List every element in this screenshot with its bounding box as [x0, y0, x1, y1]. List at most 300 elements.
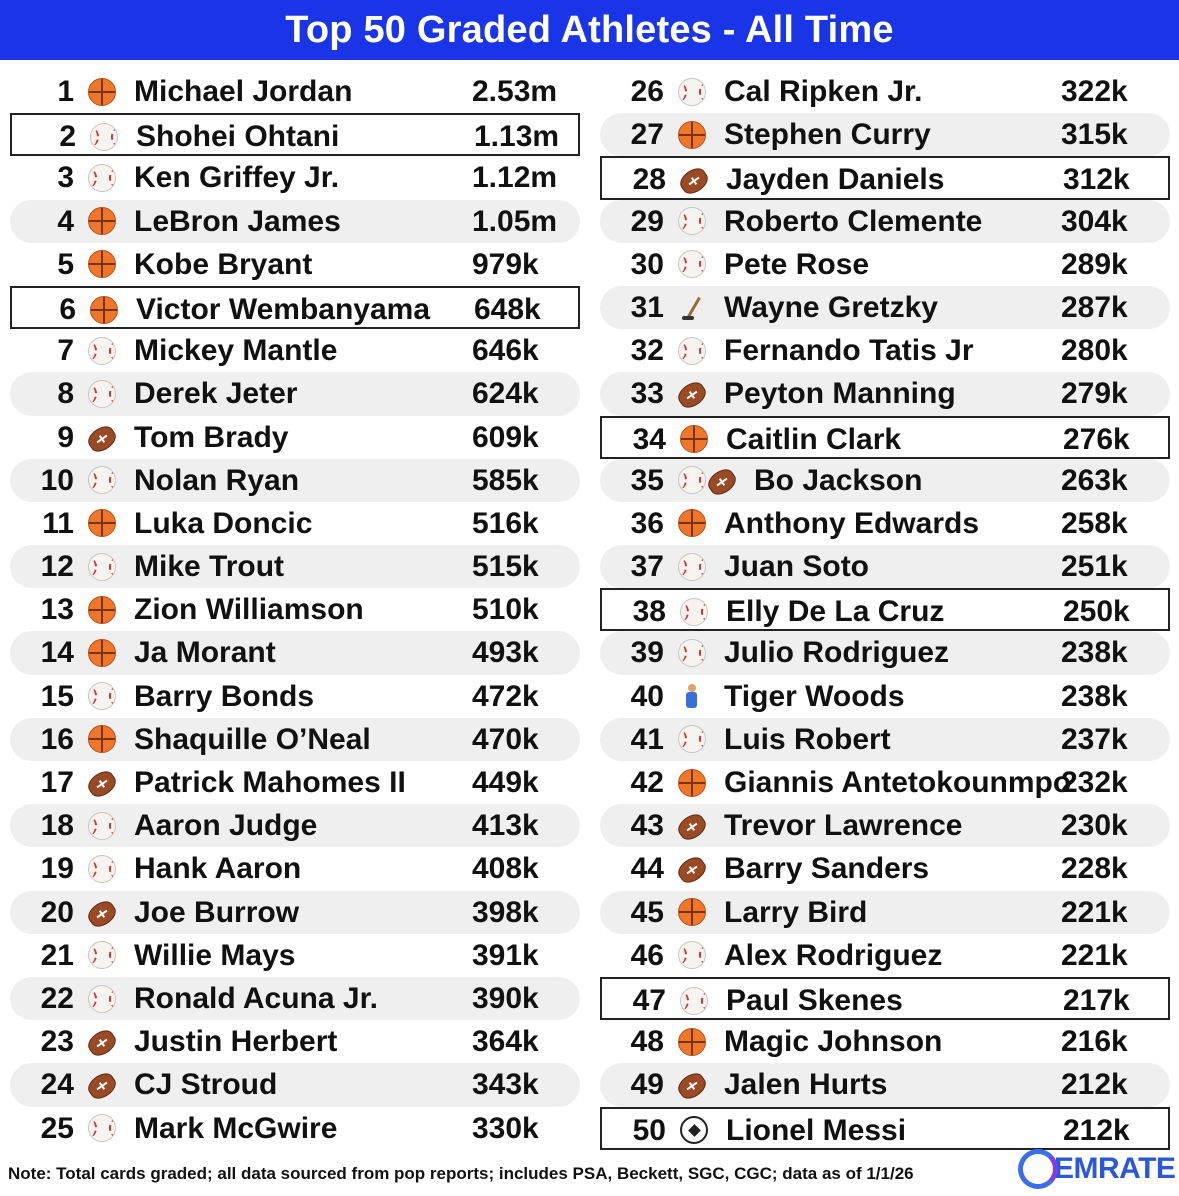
- baseball-icon: [678, 725, 706, 753]
- rank-number: 14: [40, 636, 74, 670]
- baseball-icon: [88, 466, 116, 494]
- athlete-row: [10, 329, 580, 372]
- graded-count: 237k: [1061, 722, 1128, 756]
- athlete-name: Stephen Curry: [724, 118, 931, 152]
- sport-icons: [678, 891, 706, 934]
- sport-icons: [88, 891, 116, 934]
- athlete-row: [10, 847, 580, 890]
- rank-number: 19: [40, 852, 74, 886]
- graded-count: 289k: [1061, 247, 1128, 281]
- athlete-name: CJ Stroud: [134, 1068, 278, 1102]
- athlete-row: [10, 372, 580, 415]
- football-icon: [84, 897, 120, 931]
- sport-icons: [678, 804, 706, 847]
- graded-count: 230k: [1061, 809, 1128, 843]
- sport-icons: [678, 847, 706, 890]
- basketball-icon: [88, 250, 116, 278]
- athlete-name: Shaquille O’Neal: [134, 722, 371, 756]
- footnote: Note: Total cards graded; all data sourced from pop reports; includes PSA, Beckett, SGC, CGC; data as of 1/1/26: [8, 1164, 914, 1183]
- sport-icons: [678, 200, 706, 243]
- athlete-name: Joe Burrow: [134, 895, 300, 929]
- basketball-icon: [88, 725, 116, 753]
- rank-number: 43: [630, 809, 664, 843]
- athlete-row: [600, 891, 1170, 934]
- baseball-icon: [88, 553, 116, 581]
- athlete-name: Jayden Daniels: [726, 163, 945, 197]
- sport-icons: [88, 243, 116, 286]
- graded-count: 646k: [472, 334, 539, 368]
- rank-number: 34: [632, 422, 666, 456]
- rank-number: 36: [630, 506, 664, 540]
- athlete-row: [10, 718, 580, 761]
- rank-number: 9: [57, 420, 74, 454]
- basketball-icon: [88, 596, 116, 624]
- sport-icons: [680, 590, 708, 633]
- rank-number: 32: [630, 334, 664, 368]
- athlete-name: Justin Herbert: [134, 1025, 338, 1059]
- sport-icons: [88, 761, 116, 804]
- graded-count: 648k: [474, 292, 541, 326]
- rank-number: 33: [630, 377, 664, 411]
- rank-number: 50: [632, 1113, 666, 1147]
- rank-number: 5: [57, 247, 74, 281]
- rank-number: 30: [630, 247, 664, 281]
- rank-number: 3: [57, 161, 74, 195]
- rank-number: 7: [57, 334, 74, 368]
- football-icon: [84, 422, 120, 456]
- graded-count: 251k: [1061, 550, 1128, 584]
- athlete-row: [10, 588, 580, 631]
- title-banner: [0, 0, 1179, 60]
- athlete-name: Fernando Tatis Jr: [724, 334, 974, 368]
- sport-icons: [88, 329, 116, 372]
- baseball-icon: [88, 682, 116, 710]
- basketball-icon: [678, 121, 706, 149]
- baseball-icon: [88, 337, 116, 365]
- baseball-icon: [88, 1114, 116, 1142]
- athlete-name: Mickey Mantle: [134, 334, 338, 368]
- soccer-icon: [680, 1116, 708, 1144]
- sport-icons: [88, 502, 116, 545]
- basketball-icon: [678, 898, 706, 926]
- sport-icons: [678, 631, 706, 674]
- sport-icons: [88, 718, 116, 761]
- athlete-row: [600, 113, 1170, 156]
- graded-count: 304k: [1061, 204, 1128, 238]
- graded-count: 312k: [1063, 163, 1130, 197]
- baseball-icon: [680, 987, 708, 1015]
- athlete-name: Aaron Judge: [134, 809, 318, 843]
- sport-icons: [88, 847, 116, 890]
- graded-count: 493k: [472, 636, 539, 670]
- athlete-row: [600, 1063, 1170, 1106]
- football-icon: [84, 1026, 120, 1060]
- rank-number: 17: [40, 766, 74, 799]
- rank-number: 8: [57, 377, 74, 411]
- graded-count: 279k: [1061, 377, 1128, 411]
- rank-number: 26: [630, 75, 664, 108]
- rank-number: 6: [59, 292, 76, 326]
- baseball-icon: [88, 164, 116, 192]
- sport-icons: [88, 156, 116, 199]
- athlete-row: [10, 1020, 580, 1063]
- sport-icons: [678, 329, 706, 372]
- athlete-row: [600, 804, 1170, 847]
- graded-count: 515k: [472, 550, 539, 584]
- baseball-icon: [88, 985, 116, 1013]
- rank-number: 37: [630, 550, 664, 584]
- rank-number: 11: [42, 506, 74, 540]
- graded-count: 232k: [1061, 766, 1128, 799]
- athlete-row: [600, 416, 1170, 459]
- baseball-icon: [678, 337, 706, 365]
- graded-count: 212k: [1063, 1113, 1130, 1147]
- athlete-name: Barry Bonds: [134, 679, 315, 713]
- athlete-row: [600, 588, 1170, 631]
- graded-count: 364k: [472, 1025, 539, 1059]
- baseball-icon: [678, 78, 706, 106]
- athlete-name: Shohei Ohtani: [136, 120, 340, 154]
- graded-count: 343k: [472, 1068, 539, 1102]
- right-column-list: [600, 70, 1170, 1150]
- athlete-name: Pete Rose: [724, 247, 870, 281]
- sport-icons: [88, 545, 116, 588]
- graded-count: 322k: [1061, 75, 1128, 108]
- sport-icons: [678, 243, 706, 286]
- athlete-name: Juan Soto: [724, 550, 870, 584]
- football-icon: [674, 810, 710, 844]
- athlete-row: [600, 502, 1170, 545]
- rank-number: 20: [40, 895, 74, 929]
- graded-count: 216k: [1061, 1025, 1128, 1059]
- baseball-icon: [88, 812, 116, 840]
- athlete-name: LeBron James: [134, 204, 341, 238]
- sport-icons: [678, 113, 706, 156]
- athlete-row: [10, 286, 580, 329]
- rank-number: 44: [630, 852, 664, 886]
- athlete-name: Bo Jackson: [754, 463, 923, 497]
- sport-icons: [88, 416, 116, 459]
- sport-icons: [680, 979, 708, 1022]
- graded-count: 609k: [472, 420, 539, 454]
- athlete-name: Anthony Edwards: [724, 506, 980, 540]
- athlete-row: [10, 675, 580, 718]
- rank-number: 15: [40, 679, 74, 713]
- athlete-row: [600, 718, 1170, 761]
- rank-number: 2: [59, 120, 76, 154]
- graded-count: 390k: [472, 981, 539, 1015]
- athlete-name: Zion Williamson: [134, 593, 364, 627]
- graded-count: 585k: [472, 463, 539, 497]
- sport-icons: [88, 200, 116, 243]
- graded-count: 276k: [1063, 422, 1130, 456]
- sport-icons: [678, 934, 706, 977]
- graded-count: 1.13m: [474, 120, 560, 154]
- athlete-name: Elly De La Cruz: [726, 595, 945, 629]
- athlete-row: [10, 416, 580, 459]
- rank-number: 12: [40, 550, 74, 584]
- sport-icons: [680, 1109, 708, 1152]
- graded-count: 472k: [472, 679, 539, 713]
- athlete-row: [600, 70, 1170, 113]
- graded-count: 217k: [1063, 983, 1130, 1017]
- athlete-row: [600, 329, 1170, 372]
- rank-number: 10: [40, 463, 74, 497]
- graded-count: 250k: [1063, 595, 1130, 629]
- sport-icons: [678, 502, 706, 545]
- athlete-row: [10, 200, 580, 243]
- baseball-icon: [678, 941, 706, 969]
- graded-count: 516k: [472, 506, 539, 540]
- graded-count: 280k: [1061, 334, 1128, 368]
- athlete-row: [600, 243, 1170, 286]
- graded-count: 238k: [1061, 636, 1128, 670]
- graded-count: 1.12m: [472, 161, 558, 195]
- athlete-name: Tiger Woods: [724, 679, 905, 713]
- rank-number: 22: [40, 981, 74, 1015]
- athlete-name: Roberto Clemente: [724, 204, 983, 238]
- athlete-row: [600, 934, 1170, 977]
- athlete-name: Trevor Lawrence: [724, 809, 963, 843]
- graded-count: 228k: [1061, 852, 1128, 886]
- rank-number: 31: [630, 290, 664, 324]
- rank-number: 21: [40, 938, 74, 972]
- sport-icons: [678, 70, 706, 113]
- graded-count: 391k: [472, 938, 539, 972]
- football-icon: [674, 378, 710, 412]
- athlete-row: [10, 243, 580, 286]
- athlete-name: Caitlin Clark: [726, 422, 902, 456]
- football-icon: [674, 853, 710, 887]
- basketball-icon: [90, 296, 118, 324]
- athlete-row: [600, 372, 1170, 415]
- basketball-icon: [88, 509, 116, 537]
- rank-number: 13: [40, 593, 74, 627]
- athlete-name: Michael Jordan: [134, 75, 353, 108]
- athlete-row: [600, 286, 1170, 329]
- sport-icons: [678, 761, 706, 804]
- left-column-list: [10, 70, 580, 1150]
- athlete-name: Magic Johnson: [724, 1025, 943, 1059]
- graded-count: 221k: [1061, 895, 1128, 929]
- athlete-name: Peyton Manning: [724, 377, 956, 411]
- football-icon: [84, 1069, 120, 1103]
- graded-count: 979k: [472, 247, 539, 281]
- athlete-name: Ken Griffey Jr.: [134, 161, 340, 195]
- rank-number: 40: [630, 679, 664, 713]
- athlete-name: Mike Trout: [134, 550, 285, 584]
- athlete-row: [10, 1063, 580, 1106]
- sport-icons: [678, 718, 706, 761]
- athlete-name: Ja Morant: [134, 636, 276, 670]
- athlete-row: [600, 545, 1170, 588]
- athlete-name: Barry Sanders: [724, 852, 930, 886]
- athlete-name: Luka Doncic: [134, 506, 313, 540]
- athlete-row: [10, 502, 580, 545]
- graded-count: 330k: [472, 1111, 539, 1145]
- graded-count: 449k: [472, 766, 539, 799]
- graded-count: 238k: [1061, 679, 1128, 713]
- graded-count: 510k: [472, 593, 539, 627]
- graded-count: 2.53m: [472, 75, 558, 108]
- rank-number: 35: [630, 463, 664, 497]
- rank-number: 47: [632, 983, 666, 1017]
- graded-count: 221k: [1061, 938, 1128, 972]
- athlete-row: [10, 631, 580, 674]
- sport-icons: [88, 977, 116, 1020]
- page-title: Top 50 Graded Athletes - All Time: [285, 8, 894, 51]
- rank-number: 28: [632, 163, 666, 197]
- graded-count: 398k: [472, 895, 539, 929]
- athlete-name: Giannis Antetokounmpo: [724, 766, 1072, 799]
- athlete-row: [600, 977, 1170, 1020]
- baseball-icon: [680, 598, 708, 626]
- athlete-name: Nolan Ryan: [134, 463, 300, 497]
- athlete-row: [10, 459, 580, 502]
- athlete-row: [10, 804, 580, 847]
- sport-icons: [90, 288, 118, 331]
- athlete-row: [600, 847, 1170, 890]
- basketball-icon: [678, 509, 706, 537]
- athlete-row: [600, 675, 1170, 718]
- rank-number: 29: [630, 204, 664, 238]
- sport-icons: [680, 158, 708, 201]
- sport-icons: [678, 459, 736, 502]
- baseball-icon: [678, 466, 706, 494]
- athlete-row: [600, 631, 1170, 674]
- hockey-icon: [678, 294, 706, 322]
- athlete-row: [10, 977, 580, 1020]
- sport-icons: [88, 70, 116, 113]
- basketball-icon: [88, 78, 116, 106]
- graded-count: 258k: [1061, 506, 1128, 540]
- athlete-name: Larry Bird: [724, 895, 868, 929]
- sport-icons: [88, 631, 116, 674]
- football-icon: [84, 767, 120, 801]
- graded-count: 470k: [472, 722, 539, 756]
- rank-number: 49: [630, 1068, 664, 1102]
- sport-icons: [88, 1063, 116, 1106]
- baseball-icon: [88, 941, 116, 969]
- athlete-name: Wayne Gretzky: [724, 290, 938, 324]
- sport-icons: [680, 418, 708, 461]
- rank-number: 45: [630, 895, 664, 929]
- athlete-row: [600, 156, 1170, 199]
- athlete-row: [10, 113, 580, 156]
- rank-number: 46: [630, 938, 664, 972]
- gemrate-logo: [1018, 1146, 1176, 1192]
- sport-icons: [90, 115, 118, 158]
- football-icon: [676, 164, 712, 198]
- athlete-name: Julio Rodriguez: [724, 636, 949, 670]
- baseball-icon: [88, 380, 116, 408]
- athlete-name: Lionel Messi: [726, 1113, 907, 1147]
- athlete-name: Willie Mays: [134, 938, 296, 972]
- graded-count: 287k: [1061, 290, 1128, 324]
- athlete-row: [10, 70, 580, 113]
- rank-number: 16: [40, 722, 74, 756]
- athlete-row: [10, 156, 580, 199]
- athlete-name: Mark McGwire: [134, 1111, 338, 1145]
- athlete-row: [10, 761, 580, 804]
- sport-icons: [678, 286, 706, 329]
- basketball-icon: [88, 207, 116, 235]
- graded-count: 1.05m: [472, 204, 558, 238]
- athlete-row: [600, 1020, 1170, 1063]
- rank-number: 48: [630, 1025, 664, 1059]
- athlete-name: Derek Jeter: [134, 377, 298, 411]
- baseball-icon: [88, 855, 116, 883]
- athlete-name: Patrick Mahomes II: [134, 766, 406, 799]
- athlete-name: Hank Aaron: [134, 852, 302, 886]
- athlete-row: [600, 761, 1170, 804]
- athlete-row: [600, 200, 1170, 243]
- athlete-name: Alex Rodriguez: [724, 938, 943, 972]
- athlete-name: Ronald Acuna Jr.: [134, 981, 378, 1015]
- rank-number: 4: [57, 204, 74, 238]
- athlete-name: Paul Skenes: [726, 983, 903, 1017]
- athlete-name: Tom Brady: [134, 420, 289, 454]
- sport-icons: [678, 1063, 706, 1106]
- rank-number: 41: [630, 722, 664, 756]
- sport-icons: [88, 934, 116, 977]
- graded-count: 624k: [472, 377, 539, 411]
- rank-number: 27: [630, 118, 664, 152]
- basketball-icon: [680, 425, 708, 453]
- sport-icons: [88, 675, 116, 718]
- athlete-row: [600, 459, 1170, 502]
- gemrate-g-logo-icon: [1018, 1149, 1058, 1189]
- graded-count: 212k: [1061, 1068, 1128, 1102]
- rank-number: 1: [57, 75, 74, 108]
- football-icon: [704, 465, 740, 499]
- athlete-row: [10, 934, 580, 977]
- sport-icons: [678, 372, 706, 415]
- graded-count: 408k: [472, 852, 539, 886]
- graded-count: 315k: [1061, 118, 1128, 152]
- rank-number: 24: [40, 1068, 74, 1102]
- athlete-row: [10, 1107, 580, 1150]
- sport-icons: [678, 675, 706, 718]
- sport-icons: [88, 1020, 116, 1063]
- rank-number: 38: [632, 595, 666, 629]
- athlete-name: Victor Wembanyama: [136, 292, 431, 326]
- basketball-icon: [678, 769, 706, 797]
- sport-icons: [88, 372, 116, 415]
- rank-number: 42: [630, 766, 664, 799]
- sport-icons: [88, 804, 116, 847]
- athlete-row: [600, 1107, 1170, 1150]
- athlete-name: Jalen Hurts: [724, 1068, 888, 1102]
- baseball-icon: [678, 553, 706, 581]
- rank-number: 18: [40, 809, 74, 843]
- basketball-icon: [678, 1028, 706, 1056]
- sport-icons: [678, 545, 706, 588]
- baseball-icon: [90, 123, 118, 151]
- baseball-icon: [678, 207, 706, 235]
- graded-count: 263k: [1061, 463, 1128, 497]
- sport-icons: [88, 459, 116, 502]
- sport-icons: [678, 1020, 706, 1063]
- graded-count: 413k: [472, 809, 539, 843]
- basketball-icon: [88, 639, 116, 667]
- sport-icons: [88, 1107, 116, 1150]
- athlete-name: Kobe Bryant: [134, 247, 313, 281]
- athlete-name: Cal Ripken Jr.: [724, 75, 923, 108]
- athlete-name: Luis Robert: [724, 722, 891, 756]
- baseball-icon: [678, 250, 706, 278]
- rank-number: 39: [630, 636, 664, 670]
